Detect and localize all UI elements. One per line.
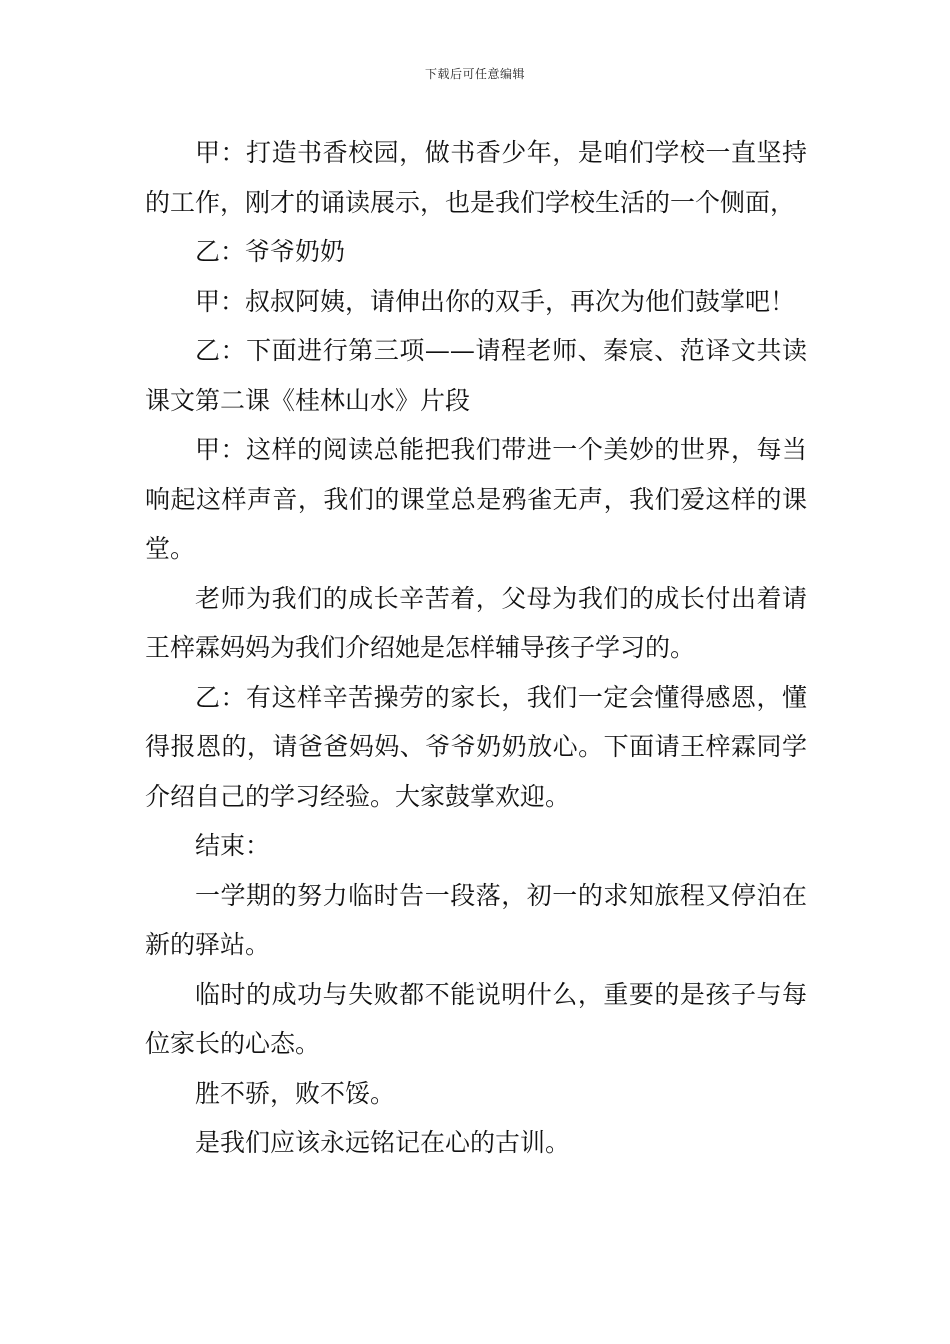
paragraph: 老师为我们的成长辛苦着，父母为我们的成长付出着请王梓霖妈妈为我们介绍她是怎样辅导孩子学习的。 [145,583,807,662]
paragraph: 乙：下面进行第三项——请程老师、秦宸、范译文共读课文第二课《桂林山水》片段 [145,336,807,415]
paragraph: 乙：有这样辛苦操劳的家长，我们一定会懂得感恩，懂得报恩的，请爸爸妈妈、爷爷奶奶放心。下面请王梓霖同学介绍自己的学习经验。大家鼓掌欢迎。 [145,682,807,811]
paragraph: 甲：这样的阅读总能把我们带进一个美妙的世界，每当响起这样声音，我们的课堂总是鸦雀无声，我们爱这样的课堂。 [145,435,807,563]
paragraph: 甲：打造书香校园，做书香少年，是咱们学校一直坚持的工作，刚才的诵读展示，也是我们学校生活的一个侧面， [145,138,807,217]
paragraph: 临时的成功与失败都不能说明什么，重要的是孩子与每位家长的心态。 [145,979,807,1058]
paragraph: 一学期的努力临时告一段落，初一的求知旅程又停泊在新的驿站。 [145,880,807,959]
paragraph: 乙：爷爷奶奶 [195,237,346,266]
paragraph: 结束： [195,831,271,860]
paragraph: 胜不骄，败不馁。 [195,1078,396,1108]
download-note: 下载后可任意编辑 [424,67,525,81]
paragraph: 是我们应该永远铭记在心的古训。 [195,1128,571,1157]
document-body [145,128,807,1168]
paragraph: 甲：叔叔阿姨，请伸出你的双手，再次为他们鼓掌吧！ [195,286,796,316]
